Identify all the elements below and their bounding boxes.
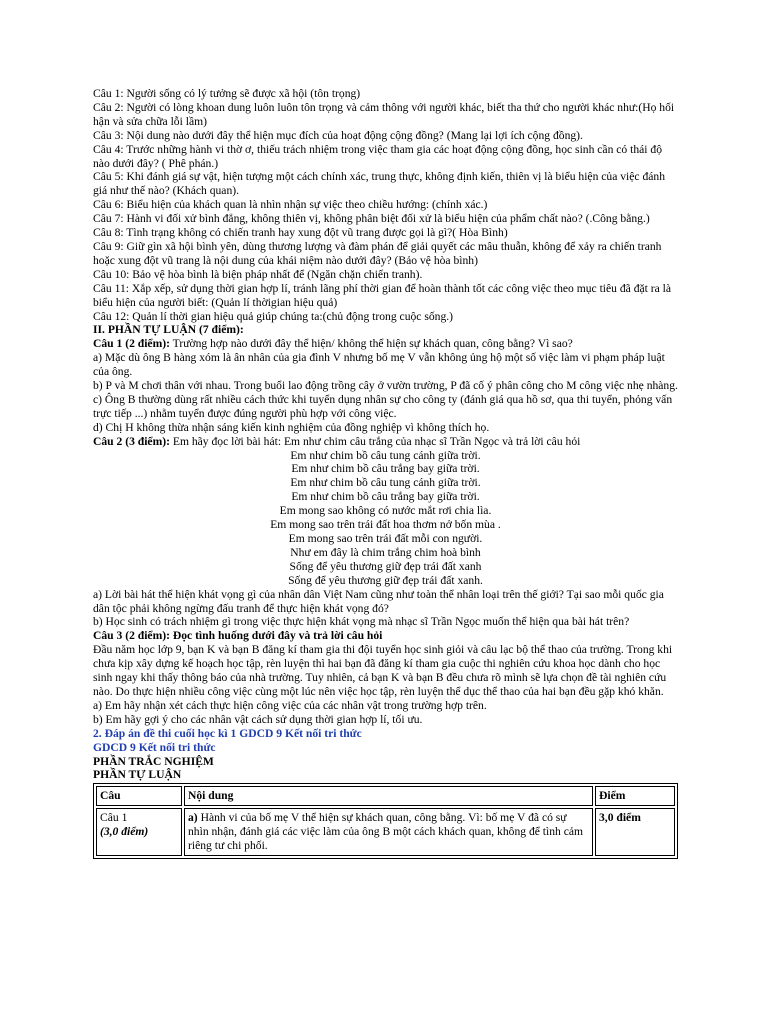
mc-answer-9: Câu 9: Giữ gìn xã hội bình yên, dùng thương lượng và đàm phán để giải quyết các mâu thuẫn, không để xảy ra chiến tranh hoặc xung đột vũ trang là nội dung của khái niệm nào dưới đây? (Bảo vệ hòa bình) <box>93 239 662 267</box>
mc-answer-6: Câu 6: Biểu hiện của khách quan là nhìn nhận sự việc theo chiều hướng: (chính xác.) <box>93 198 488 212</box>
mc-answer-11: Câu 11: Xắp xếp, sử dụng thời gian hợp lí, tránh lãng phí thời gian để hoàn thành tốt các công việc theo mục tiêu đã đặt ra là biểu hiện của người biết: (Quản lí thờigian hiệu quả) <box>93 281 672 309</box>
essay-part-heading: PHẦN TỰ LUẬN <box>93 768 182 782</box>
song-lyrics <box>93 449 678 588</box>
row-question-points: (3,0 điểm) <box>100 825 149 839</box>
answer-table <box>93 783 678 859</box>
lyric-line: Em như chim bồ câu tung cánh giữa trời. <box>290 476 481 490</box>
essay-section-heading: II. PHẦN TỰ LUẬN (7 điểm): <box>93 323 244 337</box>
question-1-text: Trường hợp nào dưới đây thể hiện/ không thể hiện sự khách quan, công bằng? Vì sao? <box>169 337 573 351</box>
mc-answer-4: Câu 4: Trước những hành vi thờ ơ, thiếu trách nhiệm trong việc tham gia các hoạt động cộng đồng, học sinh cần có thái độ nào dưới đây? ( Phê phán.) <box>93 142 662 170</box>
question-3-situation: Đầu năm học lớp 9, bạn K và bạn B đăng kí tham gia thi đội tuyển học sinh giỏi và câu lạc bộ thể thao của trường. Trong khi chưa kịp xây dựng kế hoạch học tập, rèn luyện thì hai bạn đã đăng kí tham gia cuộc thi nghiên cứu khoa học dành cho học sinh ngay khi thấy thông báo của nhà trường. Tuy nhiên, cả bạn K và bạn B đều chưa rõ mình sẽ lựa chọn đề tài nghiên cứu nào. Do thực hiện nhiều công việc cùng một lúc nên việc học tập, rèn luyện thể dục thể thao của hai bạn đều gặp khó khăn. <box>93 643 673 698</box>
mc-answer-7: Câu 7: Hành vi đối xử bình đẳng, không thiên vị, không phân biệt đối xử là biểu hiện của phẩm chất nào? (.Công bằng.) <box>93 212 650 226</box>
document-body <box>93 87 678 859</box>
multiple-choice-part-heading: PHẦN TRẮC NGHIỆM <box>93 754 214 768</box>
lyric-line: Em mong sao không có nước mắt rơi chia lìa. <box>279 504 492 518</box>
row-content-label: a) <box>188 811 198 825</box>
question-2-text: Em hãy đọc lời bài hát: Em như chim câu trắng của nhạc sĩ Trần Ngọc và trả lời câu hỏi <box>169 434 581 448</box>
mc-answer-12: Câu 12: Quản lí thời gian hiệu quả giúp chúng ta:(chủ động trong cuộc sống.) <box>93 309 453 323</box>
row-content-text: Hành vi của bố mẹ V thể hiện sự khách quan, công bằng. Vì: bố mẹ V đã có sự nhìn nhận, đánh giá các việc làm của ông B một cách khách quan, không để tình cảm riêng tư chi phối. <box>188 811 584 853</box>
mc-answer-1: Câu 1: Người sống có lý tưởng sẽ được xã hội (tôn trọng) <box>93 87 361 100</box>
question-1 <box>93 337 678 434</box>
table-header-diem: Điểm <box>595 786 675 806</box>
question-1-item-b: b) P và M chơi thân với nhau. Trong buổi lao động trồng cây ở vườn trường, P đã cố ý phân công cho M công việc nhẹ nhàng. <box>93 379 678 393</box>
lyric-line: Em mong sao trên trái đất hoa thơm nở bốn mùa . <box>270 518 501 532</box>
lyric-line: Em như chim bồ câu trắng bay giữa trời. <box>291 462 480 476</box>
table-row <box>96 808 675 856</box>
row-question-label: Câu 1 <box>100 811 128 825</box>
question-3-label: Câu 3 (2 điểm): Đọc tình huống dưới đây và trả lời câu hỏi <box>93 629 383 643</box>
table-cell-content <box>184 808 593 856</box>
lyric-line: Em như chim bồ câu tung cánh giữa trời. <box>290 448 481 462</box>
lyric-line: Em như chim bồ câu trắng bay giữa trời. <box>291 490 480 504</box>
question-2-item-b: b) Học sinh có trách nhiệm gì trong việc thực hiện khát vọng mà nhạc sĩ Trần Ngọc muốn thể hiện qua bài hát trên? <box>93 615 630 629</box>
question-3-item-a: a) Em hãy nhận xét cách thực hiện công việc của các nhân vật trong trường hợp trên. <box>93 698 487 712</box>
question-1-item-d: d) Chị H không thừa nhận sáng kiến kinh nghiệm của đồng nghiệp vì không thích họ. <box>93 420 490 434</box>
question-2-label: Câu 2 (3 điểm): <box>93 434 170 448</box>
mc-answer-3: Câu 3: Nội dung nào dưới đây thể hiện mục đích của hoạt động cộng đồng? (Mang lại lợi ích cộng đồng). <box>93 128 583 142</box>
lyric-line: Em mong sao trên trái đất mỗi con người. <box>288 532 483 545</box>
table-header-noi-dung: Nội dung <box>184 786 593 806</box>
lyric-line: Như em đây là chim trắng chim hoà bình <box>290 545 481 559</box>
mc-answer-5: Câu 5: Khi đánh giá sự vật, hiện tượng một cách chính xác, trung thực, không định kiến, thiên vị là biểu hiện của việc đánh giá như thế nào? (Khách quan). <box>93 170 666 198</box>
question-1-prompt <box>93 337 678 351</box>
question-1-item-a: a) Mặc dù ông B hàng xóm là ân nhân của gia đình V nhưng bố mẹ V vẫn không ủng hộ một số việc làm vi phạm pháp luật của ông. <box>93 351 665 379</box>
table-cell-question <box>96 808 182 856</box>
question-1-item-c: c) Ông B thường dùng rất nhiều cách thức khi tuyển dụng nhân sự cho công ty (đánh giá qua hồ sơ, qua thi tuyển, phỏng vấn trực tiếp ...) nhằm tuyển được đúng người phù hợp với công việc. <box>93 392 673 420</box>
table-header-cau: Câu <box>96 786 182 806</box>
table-cell-score: 3,0 điểm <box>595 808 675 856</box>
question-2 <box>93 435 678 630</box>
question-3 <box>93 629 678 726</box>
question-3-item-b: b) Em hãy gợi ý cho các nhân vật cách sử dụng thời gian hợp lí, tối ưu. <box>93 712 423 726</box>
mc-answer-10: Câu 10: Bảo vệ hòa bình là biện pháp nhất để (Ngăn chặn chiến tranh). <box>93 267 423 281</box>
question-1-label: Câu 1 (2 điểm): <box>93 337 170 351</box>
lyric-line: Sống để yêu thương giữ đẹp trái đất xanh. <box>288 573 483 587</box>
answer-key-subtitle: GDCD 9 Kết nối tri thức <box>93 740 216 754</box>
multiple-choice-answers <box>93 87 678 323</box>
mc-answer-8: Câu 8: Tình trạng không có chiến tranh hay xung đột vũ trang được gọi là gì?( Hòa Bình) <box>93 226 508 240</box>
table-header-row <box>96 786 675 806</box>
lyric-line: Sống để yêu thương giữ đẹp trái đất xanh <box>289 559 482 573</box>
answer-key-title: 2. Đáp án đề thi cuối học kì 1 GDCD 9 Kết nối tri thức <box>93 726 362 740</box>
mc-answer-2: Câu 2: Người có lòng khoan dung luôn luôn tôn trọng và cảm thông với người khác, biết tha thứ cho người khác như:(Họ hối hận và sửa chữa lỗi lầm) <box>93 100 675 128</box>
question-2-prompt <box>93 435 678 449</box>
question-2-item-a: a) Lời bài hát thể hiện khát vọng gì của nhân dân Việt Nam cũng như toàn thể nhân loại trên thế giới? Tại sao mỗi quốc gia dân tộc phải không ngừng đấu tranh để thực hiện khát vọng đó? <box>93 587 664 615</box>
